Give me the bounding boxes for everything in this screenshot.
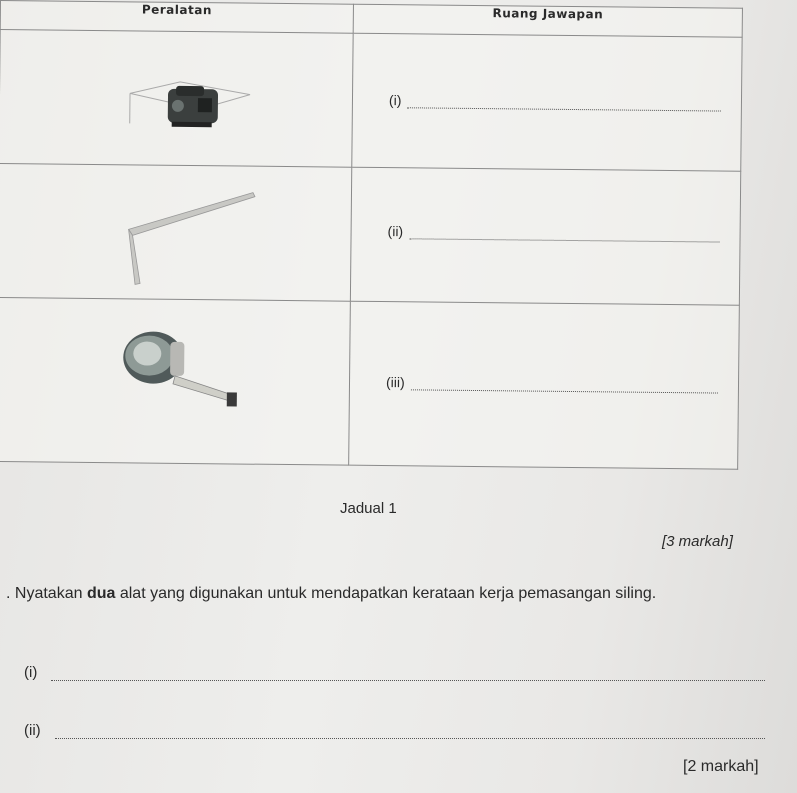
answer-cell-3: [349, 301, 740, 469]
question-suffix: alat yang digunakan untuk mendapatkan kerataan kerja pemasangan siling.: [115, 585, 657, 602]
question-emphasis: dua: [86, 585, 116, 602]
marks-label-2: [2 markah]: [683, 758, 759, 775]
tool-cell-2: [0, 163, 352, 301]
question-prefix: . Nyatakan: [6, 585, 87, 602]
dotted-line: [407, 97, 721, 111]
header-ruang-jawapan: Ruang Jawapan: [353, 4, 742, 37]
steel-square-ruler-icon: [120, 187, 261, 288]
answer-line-ii[interactable]: [24, 722, 765, 739]
question-text: [6, 582, 766, 606]
dotted-line: [51, 670, 765, 681]
header-peralatan: Peralatan: [0, 1, 353, 34]
tool-cell-1: [0, 30, 353, 168]
tool-cell-3: [0, 297, 350, 465]
dotted-line: [409, 228, 720, 242]
table-caption: Jadual 1: [340, 500, 397, 517]
answer-cell-1: [352, 33, 742, 171]
laser-level-icon: [120, 63, 261, 144]
answer-line-3[interactable]: [386, 374, 718, 393]
answer-cell-2: [350, 167, 740, 305]
dotted-line: [55, 728, 765, 739]
answer-label: (ii): [24, 722, 41, 739]
answer-label: (i): [24, 664, 38, 681]
answer-line-i[interactable]: [24, 664, 765, 681]
measuring-tape-icon: [115, 321, 266, 423]
answer-line-1[interactable]: [389, 92, 721, 111]
dotted-line: [411, 379, 718, 393]
marks-label-1: [3 markah]: [662, 533, 733, 550]
answer-label: (ii): [387, 223, 404, 240]
answer-label: (iii): [385, 374, 405, 391]
answer-label: (i): [388, 92, 402, 109]
answer-line-2[interactable]: [388, 223, 720, 242]
